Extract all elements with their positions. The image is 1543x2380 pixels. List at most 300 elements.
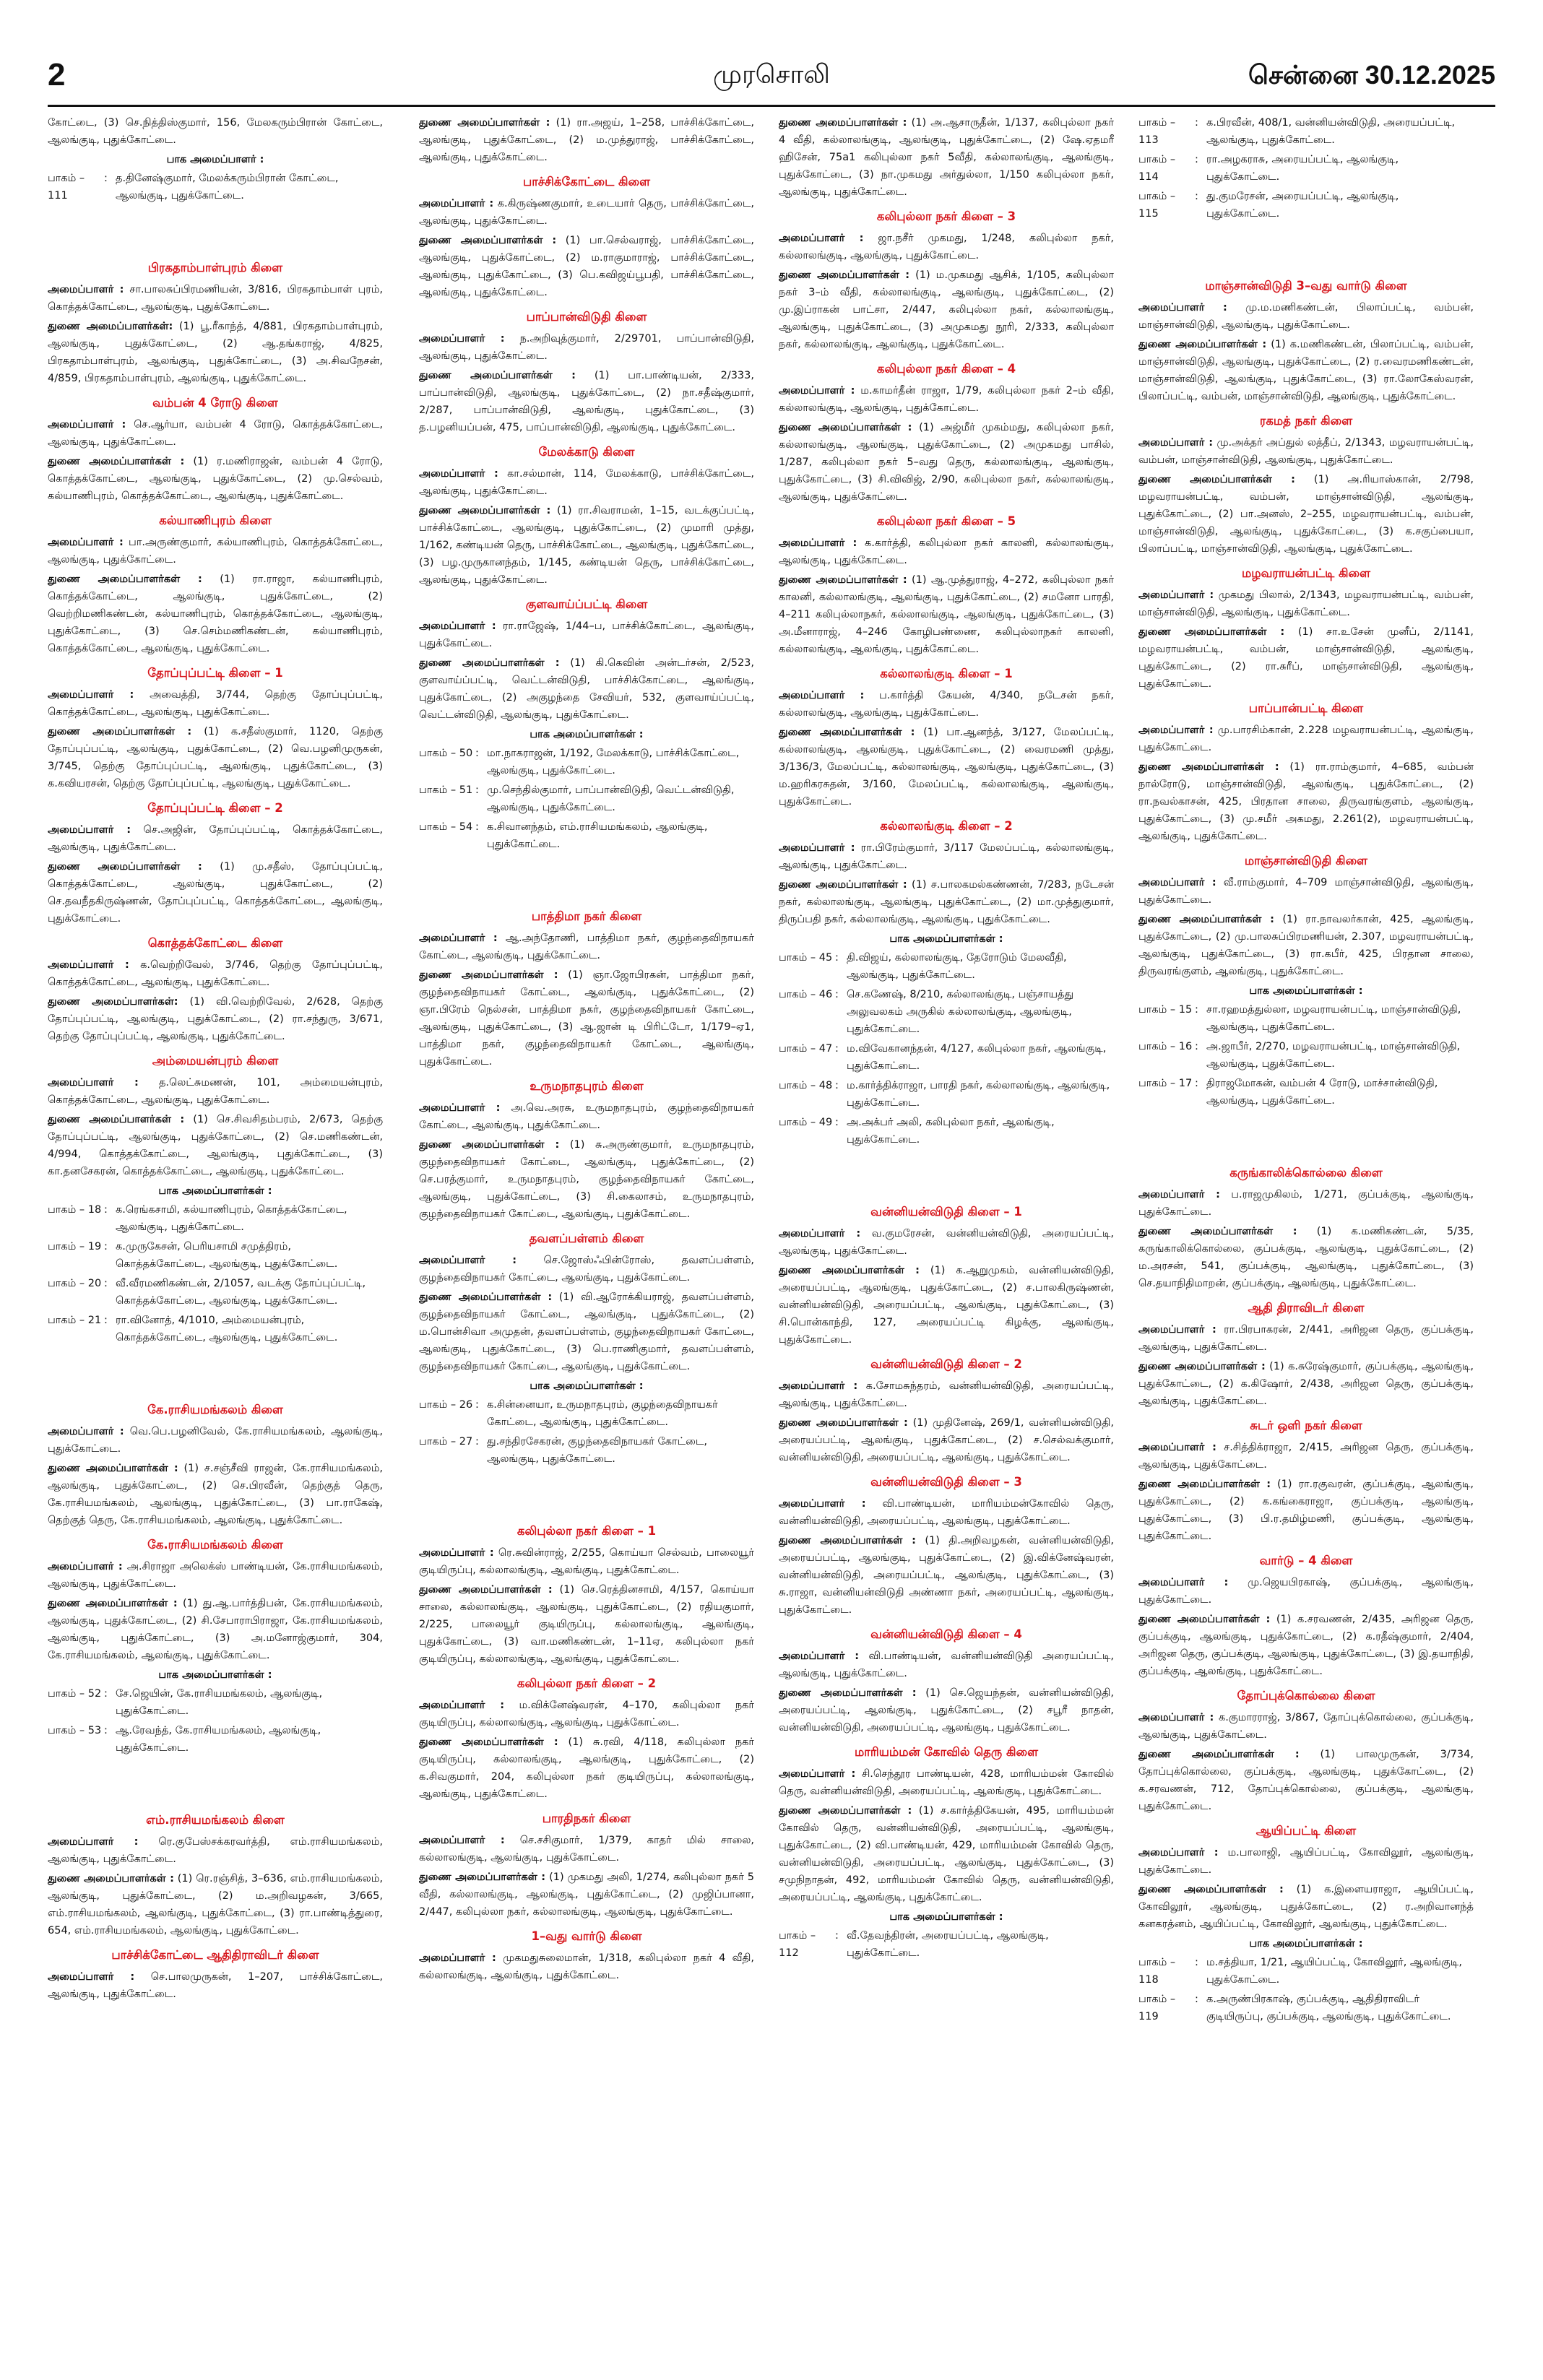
role-label: அமைப்பாளர் : bbox=[779, 537, 857, 549]
booth-row bbox=[48, 1238, 383, 1273]
member-details: (1) ம.முகமது ஆசிக், 1/105, கலிபுல்லா நகர் 3–ம் வீதி, கல்லாலங்குடி, ஆலங்குடி, புதுக்கோட்டை, (2) மு.இப்ராகன் பாட்சா, 2/447, கலிபுல்லா நகர், கல்லாலங்குடி, ஆலங்குடி, புதுக்கோட்டை, (3) அமுகமது நூரி, 2/333, கலிபுல்லா நகர், கல்லாலங்குடி, ஆலங்குடி, புதுக்கோட்டை. bbox=[779, 269, 1114, 350]
branch-block bbox=[779, 511, 1114, 658]
booth-details: தி.விஜய், கல்லாலங்குடி, தேரோடும் மேலவீதி, ஆலங்குடி, புதுக்கோட்டை. bbox=[847, 952, 1067, 981]
booth-separator: : bbox=[835, 1930, 839, 1942]
role-label: துணை அமைப்பாளர்கள் : bbox=[779, 1535, 916, 1546]
member-entry bbox=[419, 618, 754, 652]
role-label: துணை அமைப்பாளர்கள் : bbox=[1138, 474, 1295, 485]
member-entry bbox=[779, 1377, 1114, 1412]
member-entry bbox=[48, 821, 383, 856]
member-entry bbox=[419, 330, 754, 365]
role-label: துணை அமைப்பாளர்கள் : bbox=[779, 879, 907, 891]
booth-separator: : bbox=[104, 1278, 108, 1289]
member-entry bbox=[48, 281, 383, 316]
member-details: முகமது பிலால், 2/1343, மழவராயன்பட்டி, வம்பன், மாஞ்சான்விடுதி, ஆலங்குடி, புதுக்கோட்டை. bbox=[1138, 589, 1474, 618]
member-details: (1) ரா.சிவராமன், 1–15, வடக்குப்பட்டி, பாச்சிக்கோட்டை, ஆலங்குடி, புதுக்கோட்டை, (2) முமாரி முத்து, 1/162, கண்டியன் தெரு, பாச்சிக்கோட்டை, ஆலங்குடி, புதுக்கோட்டை, (3) பழ.முருகானந்தம், 1/145, கண்டியன் தெரு, பாச்சிக்கோட்டை, ஆலங்குடி, புதுக்கோட்டை. bbox=[419, 505, 754, 586]
member-details: (1) க.மணிகண்டன், 5/35, கருங்காலிக்கொல்லை, குப்பக்குடி, ஆலங்குடி, புதுக்கோட்டை, (2) ம.அரசன், 541, குப்பக்குடி, ஆலங்குடி, புதுக்கோட்டை, (3) செ.தயாநிதிமாறன், குப்பக்குடி, ஆலங்குடி, புதுக்கோட்டை. bbox=[1138, 1226, 1474, 1289]
member-details: சா.பாலசுப்பிரமணியன், 3/816, பிரகதாம்பாள் புரம், கொத்தக்கோட்டை, ஆலங்குடி, புதுக்கோட்டை. bbox=[48, 284, 383, 313]
booth-row bbox=[48, 1722, 383, 1757]
role-label: அமைப்பாளர் : bbox=[48, 959, 129, 971]
member-details: க.குமாரராஜ், 3/867, தோப்புக்கொல்லை, குப்பக்குடி, ஆலங்குடி, புதுக்கோட்டை. bbox=[1138, 1712, 1474, 1741]
member-entry bbox=[1138, 911, 1474, 980]
branch-title: கலிபுல்லா நகர் கிளை – 4 bbox=[876, 362, 1016, 376]
member-details: (1) முகமது அலி, 1/274, கலிபுல்லா நகர் 5 வீதி, கல்லாலங்குடி, ஆலங்குடி, புதுக்கோட்டை, (2) முஜிப்பானா, 2/447, கலிபுல்லா நகர், கல்லாலங்குடி, ஆலங்குடி, புதுக்கோட்டை. bbox=[419, 1871, 754, 1918]
branch-title: அம்மையன்புரம் கிளை bbox=[152, 1054, 279, 1068]
member-details: வி.பாண்டியன், மாரியம்மன்கோவில் தெரு, வன்னியன்விடுதி, அரையப்பட்டி, ஆலங்குடி, புதுக்கோட்டை. bbox=[779, 1498, 1114, 1527]
text-column-3 bbox=[779, 114, 1114, 2339]
role-label: துணை அமைப்பாளர்கள்: bbox=[48, 321, 173, 332]
member-entry bbox=[419, 195, 754, 230]
role-label: துணை அமைப்பாளர்கள் : bbox=[419, 1736, 558, 1748]
role-label: துணை அமைப்பாளர்கள் : bbox=[1138, 339, 1267, 350]
member-details: (1) பா.ஆனந்த், 3/127, மேலப்பட்டி, கல்லாலங்குடி, ஆலங்குடி, புதுக்கோட்டை, (2) வைரமணி முத்து, 3/136/3, மேலப்பட்டி, கல்லாலங்குடி, ஆலங்குடி, புதுக்கோட்டை, (3) ம.ஹரிகரசுதன், 3/160, மேலப்பட்டி, கல்லாலங்குடி, ஆலங்குடி, புதுக்கோட்டை. bbox=[779, 727, 1114, 808]
member-entry bbox=[1138, 1574, 1474, 1609]
branch-block bbox=[48, 511, 383, 657]
booth-details: ம.விவேகானந்தன், 4/127, கலிபுல்லா நகர், ஆலங்குடி, புதுக்கோட்டை. bbox=[847, 1043, 1107, 1072]
member-entry bbox=[48, 416, 383, 451]
branch-title: மாரியம்மன் கோவில் தெரு கிளை bbox=[855, 1745, 1038, 1759]
booth-separator: : bbox=[104, 1204, 108, 1216]
branch-block bbox=[48, 1400, 383, 1529]
role-label: துணை அமைப்பாளர்கள் : bbox=[779, 422, 912, 433]
branch-block bbox=[48, 114, 383, 204]
booth-row bbox=[48, 1685, 383, 1720]
booth-number: பாகம் – 50 bbox=[419, 748, 473, 759]
booth-separator: : bbox=[1195, 1957, 1198, 1968]
role-label: துணை அமைப்பாளர்கள் : bbox=[419, 370, 576, 381]
member-entry bbox=[419, 654, 754, 724]
role-label: துணை அமைப்பாளர்கள் : bbox=[1138, 626, 1285, 638]
member-details: ந.அறிவுத்குமார், 2/29701, பாப்பான்விடுதி, ஆலங்குடி, புதுக்கோட்டை. bbox=[419, 333, 754, 362]
booth-details: ம.கார்த்திக்ராஜா, பாரதி நகர், கல்லாலங்குடி, ஆலங்குடி, புதுக்கோட்டை. bbox=[847, 1080, 1110, 1109]
booth-separator: : bbox=[835, 1080, 839, 1091]
member-details: (1) கி.கெவின் அன்டர்சன், 2/523, குளவாய்ப்பட்டி, வெட்டன்விடுதி, பாச்சிக்கோட்டை, ஆலங்குடி, புதுக்கோட்டை, (2) அகுழந்தை சேவியர், 532, குளவாய்ப்பட்டி, வெட்டன்விடுதி, ஆலங்குடி, புதுக்கோட்டை. bbox=[419, 657, 754, 721]
member-entry bbox=[1138, 336, 1474, 405]
branch-block bbox=[48, 258, 383, 387]
member-entry bbox=[1138, 623, 1474, 693]
member-entry bbox=[48, 1111, 383, 1180]
branch-title: வன்னியன்விடுதி கிளை – 3 bbox=[870, 1475, 1022, 1489]
member-details: பா.அருண்குமார், கல்யாணிபுரம், கொத்தக்கோட்டை, ஆலங்குடி, புதுக்கோட்டை. bbox=[48, 537, 383, 566]
member-entry bbox=[779, 1414, 1114, 1466]
booth-separator: : bbox=[104, 1688, 108, 1700]
member-details: (1) அ.ரியாஸ்கான், 2/798, மழவராயன்பட்டி, வம்பன், மாஞ்சான்விடுதி, ஆலங்குடி, புதுக்கோட்டை, (2) பா.அனஸ், 2–255, மழவராயன்பட்டி, வம்பன், மாஞ்சான்விடுதி, ஆலங்குடி, புதுக்கோட்டை, (3) க.சகுப்பையா, பிலாப்பட்டி, மாஞ்சான்விடுதி, ஆலங்குடி, புதுக்கோட்டை. bbox=[1138, 474, 1474, 555]
booth-separator: : bbox=[1195, 117, 1198, 129]
branch-title: மழவராயன்பட்டி கிளை bbox=[1242, 566, 1370, 580]
branch-title: மாஞ்சான்விடுதி கிளை bbox=[1244, 854, 1368, 867]
member-details: அ.சிராஜா அலெக்ஸ் பாண்டியன், கே.ராசியமங்கலம், ஆலங்குடி, புதுக்கோட்டை. bbox=[48, 1561, 383, 1590]
member-details: அ.வெ.அரசு, உருமநாதபுரம், குழந்தைவிநாயகர் கோட்டை, ஆலங்குடி, புதுக்கோட்டை. bbox=[419, 1102, 754, 1131]
branch-title: கே.ராசியமங்கலம் கிளை bbox=[147, 1403, 283, 1416]
role-label: துணை அமைப்பாளர்கள் : bbox=[779, 269, 910, 281]
member-entry bbox=[1138, 1358, 1474, 1410]
role-label: துணை அமைப்பாளர்கள் : bbox=[779, 1417, 908, 1429]
booth-details: க.முருகேசன், பெரியசாமி சமுத்திரம், கொத்தக்கோட்டை, ஆலங்குடி, புதுக்கோட்டை. bbox=[116, 1241, 338, 1270]
booth-details: க.ரெங்கசாமி, கல்யாணிபுரம், கொத்தக்கோட்டை, ஆலங்குடி, புதுக்கோட்டை. bbox=[116, 1204, 347, 1233]
member-entry bbox=[1138, 758, 1474, 845]
member-entry bbox=[1138, 1881, 1474, 1933]
branch-block bbox=[1138, 1551, 1474, 1680]
branch-block bbox=[419, 1926, 754, 1984]
member-details: ம.காமர்தீன் ராஜா, 1/79, கலிபுல்லா நகர் 2–ம் வீதி, கல்லாலங்குடி, ஆலங்குடி, புதுக்கோட்டை. bbox=[779, 385, 1114, 414]
member-details: (1) ரா.அஜய், 1–258, பாச்சிக்கோட்டை, ஆலங்குடி, புதுக்கோட்டை, (2) ம.முத்துராஜ், பாச்சிக்கோட்டை, ஆலங்குடி, புதுக்கோட்டை. bbox=[419, 117, 754, 163]
member-entry bbox=[48, 1595, 383, 1664]
member-details: ம.விக்னேஷ்வரன், 4–170, கலிபுல்லா நகர் குடியிருப்பு, கல்லாலங்குடி, ஆலங்குடி, புதுக்கோட்டை. bbox=[419, 1700, 754, 1728]
role-label: துணை அமைப்பாளர்கள் : bbox=[48, 861, 202, 873]
member-details: (1) ரா.ராம்குமார், 4–685, வம்பன் நால்ரோடு, மாஞ்சான்விடுதி, ஆலங்குடி, புதுக்கோட்டை, (2) ரா.நவல்காசன், 425, பிரதான சாலை, திருவரங்குளம், ஆலங்குடி, புதுக்கோட்டை, (3) மு.சமீர் அகமது, 2.261(2), மழவராயன்பட்டி, ஆலங்குடி, புதுக்கோட்டை. bbox=[1138, 761, 1474, 842]
member-entry bbox=[1138, 1321, 1474, 1356]
role-label: அமைப்பாளர் : bbox=[419, 1255, 517, 1266]
booth-details: க.பிரவீன், 408/1, வன்னியன்விடுதி, அரையப்பட்டி, ஆலங்குடி, புதுக்கோட்டை. bbox=[1206, 117, 1456, 146]
member-details: மு.அக்தர் அப்துல் லத்தீப், 2/1343, மழவராயன்பட்டி, வம்பன், மாஞ்சான்விடுதி, ஆலங்குடி, புதுக்கோட்டை. bbox=[1138, 437, 1474, 466]
member-entry bbox=[779, 1225, 1114, 1260]
member-entry bbox=[419, 1869, 754, 1921]
branch-block bbox=[419, 1521, 754, 1668]
booth-row bbox=[1138, 1075, 1474, 1109]
branch-title: பாப்பான்பட்டி கிளை bbox=[1248, 701, 1364, 715]
member-details: (1) அஜ்மீர் முகம்மது, கலிபுல்லா நகர், கல்லாலங்குடி, ஆலங்குடி, புதுக்கோட்டை, (2) அமுகமது பாசில், 1/287, கலிபுல்லா நகர் 5–வது தெரு, கல்லாலங்குடி, ஆலங்குடி, புதுக்கோட்டை, (3) சி.விவிஜ், 2/90, கலிபுல்லா நகர், கல்லாலங்குடி, ஆலங்குடி, புதுக்கோட்டை. bbox=[779, 422, 1114, 503]
branch-title: வன்னியன்விடுதி கிளை – 4 bbox=[870, 1627, 1022, 1641]
role-label: துணை அமைப்பாளர்கள் : bbox=[1138, 914, 1274, 925]
member-entry bbox=[779, 419, 1114, 506]
role-label: துணை அமைப்பாளர்கள் : bbox=[779, 1265, 920, 1276]
text-column-4 bbox=[1138, 114, 1474, 2339]
branch-block bbox=[419, 594, 754, 853]
member-entry bbox=[48, 993, 383, 1045]
section-subheading: பாக அமைப்பாளர்கள் : bbox=[1249, 1938, 1363, 1950]
booth-details: ரா.அழகராசு, அரையப்பட்டி, ஆலங்குடி, புதுக்கோட்டை. bbox=[1206, 154, 1399, 183]
booth-separator: : bbox=[104, 173, 108, 184]
booth-separator: : bbox=[104, 1725, 108, 1736]
booth-number: பாகம் – 119 bbox=[1138, 1994, 1176, 2022]
member-entry bbox=[48, 453, 383, 505]
branch-title: வம்பன் 4 ரோடு கிளை bbox=[152, 396, 278, 410]
branch-title: கலிபுல்லா நகர் கிளை – 5 bbox=[876, 514, 1016, 528]
member-details: த.லெட்சுமணன், 101, அம்மையன்புரம், கொத்தக்கோட்டை, ஆலங்குடி, புதுக்கோட்டை. bbox=[48, 1077, 383, 1106]
member-entry bbox=[48, 1460, 383, 1529]
booth-number: பாகம் – 16 bbox=[1138, 1041, 1193, 1052]
booth-number: பாகம் – 52 bbox=[48, 1688, 102, 1700]
branch-block bbox=[779, 1624, 1114, 1736]
role-label: துணை அமைப்பாளர்கள் : bbox=[1138, 1614, 1271, 1625]
role-label: துணை அமைப்பாளர்கள் : bbox=[779, 727, 915, 738]
branch-block bbox=[419, 172, 754, 301]
branch-title: குளவாய்ப்பட்டி கிளை bbox=[525, 597, 648, 611]
member-entry bbox=[779, 114, 1114, 201]
member-entry bbox=[48, 1558, 383, 1593]
member-details: (1) செ.ரெத்தினசாமி, 4/157, கொய்யா சாலை, கல்லாலங்குடி, ஆலங்குடி, புதுக்கோட்டை, (2) ரதியகுமார், 2/225, பாலையூர் குடியிருப்பு, கல்லாலங்குடி, ஆலங்குடி, புதுக்கோட்டை, (3) வா.மணிகண்டன், 1–11ஏ, கலிபுல்லா நகர் குடியிருப்பு, கல்லாலங்குடி, ஆலங்குடி, புதுக்கோட்டை. bbox=[419, 1584, 754, 1665]
role-label: அமைப்பாளர் : bbox=[779, 1768, 856, 1780]
booth-separator: : bbox=[475, 821, 479, 833]
role-label: அமைப்பாளர் : bbox=[1138, 877, 1216, 888]
text-column-1 bbox=[48, 114, 383, 2339]
role-label: அமைப்பாளர் : bbox=[48, 1077, 139, 1089]
booth-row bbox=[1138, 188, 1474, 222]
member-entry bbox=[779, 839, 1114, 874]
branch-title: வன்னியன்விடுதி கிளை – 1 bbox=[870, 1205, 1022, 1219]
member-entry bbox=[419, 1099, 754, 1134]
member-details: (1) க.சதீஸ்குமார், 1120, தெற்கு தோப்புப்பட்டி, ஆலங்குடி, புதுக்கோட்டை, (2) வெ.பழனிமுருகன், 3/745, தெற்கு தோப்புப்பட்டி, ஆலங்குடி, புதுக்கோட்டை, (3) க.கவியரசன், தெற்கு தோப்புப்பட்டி, ஆலங்குடி, புதுக்கோட்டை. bbox=[48, 726, 383, 789]
section-subheading: பாக அமைப்பாளர்கள் : bbox=[530, 729, 644, 740]
booth-details: வீ.வீரமணிகண்டன், 2/1057, வடக்கு தோப்புப்பட்டி, கொத்தக்கோட்டை, ஆலங்குடி, புதுக்கோட்டை. bbox=[116, 1278, 366, 1307]
member-entry bbox=[1138, 722, 1474, 756]
booth-number: பாகம் – 26 bbox=[419, 1399, 473, 1411]
booth-row bbox=[48, 170, 383, 204]
role-label: அமைப்பாளர் : bbox=[48, 419, 126, 430]
page-footer bbox=[0, 2358, 1543, 2380]
role-label: துணை அமைப்பாளர்கள் : bbox=[48, 1114, 185, 1125]
member-details: ரா.பிரேம்குமார், 3/117 மேலப்பட்டி, கல்லாலங்குடி, ஆலங்குடி, புதுக்கோட்டை. bbox=[779, 842, 1114, 871]
branch-title: வார்டு – 4 கிளை bbox=[1259, 1554, 1353, 1567]
booth-details: ம.சத்தியா, 1/21, ஆயிப்பட்டி, கோவிலூர், ஆலங்குடி, புதுக்கோட்டை. bbox=[1206, 1957, 1462, 1986]
role-label: துணை அமைப்பாளர்கள் : bbox=[1138, 761, 1279, 773]
member-details: (1) அ.ஆசாருதீன், 1/137, கலிபுல்லா நகர் 4 வீதி, கல்லாலங்குடி, ஆலங்குடி, புதுக்கோட்டை, (2) ஷே.ஏதமரீ ஹிசேன், 75a1 கலிபுல்லா நகர் 5வீதி, கல்லாலங்குடி, ஆலங்குடி, புதுக்கோட்டை, (3) நா.முகமது அர்துல்லா, 1/150 கலிபுல்லா நகர், ஆலங்குடி, புதுக்கோட்டை. bbox=[779, 117, 1114, 198]
booth-number: பாகம் – 51 bbox=[419, 784, 473, 796]
member-entry bbox=[1138, 587, 1474, 621]
booth-row bbox=[419, 782, 754, 816]
branch-block bbox=[779, 816, 1114, 1148]
member-entry bbox=[779, 876, 1114, 928]
member-details: (1) ஆ.முத்துராஜ், 4–272, கலிபுல்லா நகர் காலனி, கல்லாலங்குடி, ஆலங்குடி, புதுக்கோட்டை, (2) சமனோ பாரதி, 4–211 கலிபுல்லாநகர், கல்லாலங்குடி, ஆலங்குடி, புதுக்கோட்டை, (3) அ.மீனாராஜ், 4–246 கோழிபண்ணை, கலிபுல்லாநகர் காலனி, கல்லாலங்குடி, ஆலங்குடி, புதுக்கோட்டை. bbox=[779, 574, 1114, 655]
booth-details: து.குமரேசன், அரையப்பட்டி, ஆலங்குடி, புதுக்கோட்டை. bbox=[1206, 191, 1399, 220]
booth-separator: : bbox=[835, 1043, 839, 1055]
branch-block bbox=[1138, 114, 1474, 222]
branch-block bbox=[779, 114, 1114, 201]
member-details: க.வெற்றிவேல், 3/746, தெற்கு தோப்புப்பட்டி, கொத்தக்கோட்டை, ஆலங்குடி, புதுக்கோட்டை. bbox=[48, 959, 383, 988]
member-details: செ.அஜின், தோப்புப்பட்டி, கொத்தக்கோட்டை, ஆலங்குடி, புதுக்கோட்டை. bbox=[48, 824, 383, 853]
booth-row bbox=[779, 1114, 1114, 1148]
booth-row bbox=[779, 1077, 1114, 1112]
member-details: (1) மு.சதீஸ், தோப்புப்பட்டி, கொத்தக்கோட்டை, ஆலங்குடி, புதுக்கோட்டை, (2) செ.தவநீதகிருஷ்ணன், தோப்புப்பட்டி, கொத்தக்கோட்டை, ஆலங்குடி, புதுக்கோட்டை. bbox=[48, 861, 383, 925]
booth-details: மு.செந்தில்குமார், பாப்பான்விடுதி, வெட்டன்விடுதி, ஆலங்குடி, புதுக்கோட்டை. bbox=[487, 784, 735, 813]
member-details: (1) செ.ஜெயந்தன், வன்னியன்விடுதி, அரையப்பட்டி, ஆலங்குடி, புதுக்கோட்டை, (2) சபூரீ நாதன், வன்னியன்விடுதி, அரையப்பட்டி, ஆலங்குடி, புதுக்கோட்டை. bbox=[779, 1687, 1114, 1734]
role-label: அமைப்பாளர் : bbox=[419, 620, 496, 632]
branch-title: தோப்புக்கொல்லை கிளை bbox=[1237, 1689, 1375, 1702]
branch-block bbox=[779, 1354, 1114, 1466]
member-details: (1) ரா.நாவலர்கான், 425, ஆலங்குடி, புதுக்கோட்டை, (2) மு.பாலசுப்பிரமணியன், 2.307, மழவராயன்பட்டி, ஆலங்குடி, புதுக்கோட்டை, (3) ரா.கபீர், 425, பிரதான சாலை, திருவரங்குளம், ஆலங்குடி, புதுக்கோட்டை. bbox=[1138, 914, 1474, 977]
member-entry bbox=[1138, 1611, 1474, 1680]
role-label: அமைப்பாளர் : bbox=[779, 842, 855, 854]
dateline: சென்னை 30.12.2025 bbox=[1248, 60, 1495, 90]
booth-number: பாகம் – 20 bbox=[48, 1278, 102, 1289]
branch-block bbox=[48, 1051, 383, 1346]
branch-title: கலிபுல்லா நகர் கிளை – 3 bbox=[876, 209, 1016, 223]
branch-title: கொத்தக்கோட்டை கிளை bbox=[147, 936, 283, 950]
booth-details: அ.ஜாபீர், 2/270, மழவராயன்பட்டி, மாஞ்சான்விடுதி, ஆலங்குடி, புதுக்கோட்டை. bbox=[1206, 1041, 1461, 1070]
booth-number: பாகம் – 27 bbox=[419, 1436, 473, 1448]
role-label: அமைப்பாளர் : bbox=[419, 1102, 501, 1114]
role-label: அமைப்பாளர் : bbox=[1138, 724, 1214, 736]
member-entry bbox=[419, 1136, 754, 1223]
member-details: (1) பாலமுருகன், 3/734, தோப்புக்கொல்லை, குப்பக்குடி, ஆலங்குடி, புதுக்கோட்டை, (2) க.சரவணன், 712, தோப்புக்கொல்லை, குப்பக்குடி, ஆலங்குடி, புதுக்கோட்டை. bbox=[1138, 1749, 1474, 1812]
role-label: துணை அமைப்பாளர்கள் : bbox=[419, 1871, 546, 1883]
booth-details: மா.நாகராஜன், 1/192, மேலக்காடு, பாச்சிக்கோட்டை, ஆலங்குடி, புதுக்கோட்டை. bbox=[487, 748, 740, 776]
booth-separator: : bbox=[475, 1399, 479, 1411]
branch-title: மேலக்காடு கிளை bbox=[538, 445, 635, 459]
member-details: ஜா.நசீர் முகமது, 1/248, கலிபுல்லா நகர், கல்லாலங்குடி, ஆலங்குடி, புதுக்கோட்டை. bbox=[779, 233, 1114, 261]
member-entry bbox=[1138, 1709, 1474, 1744]
member-entry bbox=[779, 1648, 1114, 1682]
role-label: துணை அமைப்பாளர்கள் : bbox=[419, 117, 550, 129]
booth-details: து.சந்திரசேகரன், குழந்தைவிநாயகர் கோட்டை, ஆலங்குடி, புதுக்கோட்டை. bbox=[487, 1436, 708, 1465]
branch-title: எம்.ராசியமங்கலம் கிளை bbox=[146, 1813, 285, 1827]
booth-details: க.அருண்பிரகாஷ், குப்பக்குடி, ஆதிதிராவிடர் குடியிருப்பு, குப்பக்குடி, ஆலங்குடி, புதுக்கோட்டை. bbox=[1206, 1994, 1451, 2022]
section-subheading: பாக அமைப்பாளர்கள் : bbox=[530, 1380, 644, 1392]
member-details: (1) பூ.ரீகாந்த், 4/881, பிரகதாம்பாள்புரம், ஆலங்குடி, புதுக்கோட்டை, (2) ஆ.தங்கராஜ், 4/825, பிரகதாம்பாள்புரம், ஆலங்குடி, புதுக்கோட்டை, (3) அ.சிவநேசன், 4/859, பிரகதாம்பாள்புரம், ஆலங்குடி, புதுக்கோட்டை. bbox=[48, 321, 383, 384]
member-entry bbox=[779, 1802, 1114, 1906]
member-entry bbox=[419, 502, 754, 589]
branch-block bbox=[1138, 1298, 1474, 1410]
member-entry bbox=[48, 1074, 383, 1109]
member-details: மு.பாரசிம்கான், 2.228 மழவராயன்பட்டி, ஆலங்குடி, புதுக்கோட்டை. bbox=[1138, 724, 1474, 753]
member-entry bbox=[779, 1262, 1114, 1349]
booth-details: க.சிவானந்தம், எம்.ராசியமங்கலம், ஆலங்குடி, புதுக்கோட்டை. bbox=[487, 821, 708, 850]
member-entry bbox=[779, 1532, 1114, 1619]
branch-block bbox=[419, 114, 754, 166]
masthead-rule bbox=[48, 105, 1495, 107]
member-details: (1) க.சரவணன், 2/435, அரிஜன தெரு, குப்பக்குடி, ஆலங்குடி, புதுக்கோட்டை, (2) க.ரதீஷ்குமார், 2/404, அரிஜன தெரு, குப்பக்குடி, ஆலங்குடி, புதுக்கோட்டை, (3) இ.தயாநிதி, குப்பக்குடி, ஆலங்குடி, புதுக்கோட்டை. bbox=[1138, 1614, 1474, 1677]
branch-block bbox=[419, 906, 754, 1070]
role-label: அமைப்பாளர் : bbox=[419, 468, 498, 480]
branch-title: கலிபுல்லா நகர் கிளை – 1 bbox=[517, 1524, 657, 1538]
member-details: ம.பாலாஜி, ஆயிப்பட்டி, கோவிலூர், ஆலங்குடி, புதுக்கோட்டை. bbox=[1138, 1847, 1474, 1876]
member-entry bbox=[1138, 1439, 1474, 1474]
branch-block bbox=[779, 664, 1114, 810]
booth-details: திராஜமோகன், வம்பன் 4 ரோடு, மாச்சான்விடுதி, ஆலங்குடி, புதுக்கோட்டை. bbox=[1206, 1078, 1438, 1107]
branch-block bbox=[1138, 563, 1474, 693]
role-label: துணை அமைப்பாளர்கள் : bbox=[419, 1584, 553, 1596]
member-entry bbox=[48, 1968, 383, 2003]
booth-separator: : bbox=[835, 1117, 839, 1128]
branch-title: கலிபுல்லா நகர் கிளை – 2 bbox=[517, 1676, 657, 1690]
member-entry bbox=[48, 858, 383, 927]
member-entry bbox=[419, 1697, 754, 1731]
branch-block bbox=[1138, 851, 1474, 1109]
member-details: அவைத்தி, 3/744, தெற்கு தோப்புப்பட்டி, கொத்தக்கோட்டை, ஆலங்குடி, புதுக்கோட்டை. bbox=[48, 689, 383, 718]
branch-title: பாச்சிக்கோட்டை ஆதிதிராவிடர் கிளை bbox=[111, 1948, 319, 1962]
booth-row bbox=[779, 949, 1114, 984]
member-entry bbox=[1138, 874, 1474, 909]
booth-number: பாகம் – 54 bbox=[419, 821, 473, 833]
branch-title: சுடர் ஒளி நகர் கிளை bbox=[1250, 1419, 1362, 1432]
role-label: துணை அமைப்பாளர்கள் : bbox=[419, 505, 551, 516]
member-details: ரெ.சுவின்ராஜ், 2/255, கொய்யா செல்வம், பாலையூர் குடியிருப்பு, கல்லாலங்குடி, ஆலங்குடி, புதுக்கோட்டை. bbox=[419, 1547, 754, 1576]
branch-block bbox=[1138, 1686, 1474, 1815]
branch-block bbox=[419, 1229, 754, 1468]
role-label: அமைப்பாளர் : bbox=[1138, 437, 1213, 449]
role-label: அமைப்பாளர் : bbox=[419, 333, 505, 345]
member-details: (1) பா.செல்வராஜ், பாச்சிக்கோட்டை, ஆலங்குடி, புதுக்கோட்டை, (2) ம.ராகுமாராஜ், பாச்சிக்கோட்டை, ஆலங்குடி, புதுக்கோட்டை, (3) பெ.கவிஜய்பூபதி, பாச்சிக்கோட்டை, ஆலங்குடி, புதுக்கோட்டை. bbox=[419, 235, 754, 298]
booth-row bbox=[48, 1275, 383, 1310]
role-label: துணை அமைப்பாளர்கள் : bbox=[48, 1873, 174, 1884]
member-details: (1) வி.ஆரோக்கியராஜ், தவளப்பள்ளம், குழந்தைவிநாயகர் கோட்டை, ஆலங்குடி, புதுக்கோட்டை, (2) ம.பொன்சிவா அமுதன், தவளப்பள்ளம், குழந்தைவிநாயகர் கோட்டை, ஆலங்குடி, புதுக்கோட்டை, (3) பெ.ராணிகுமார், தவளப்பள்ளம், குழந்தைவிநாயகர் கோட்டை, ஆலங்குடி, புதுக்கோட்டை. bbox=[419, 1291, 754, 1372]
role-label: அமைப்பாளர் : bbox=[1138, 1442, 1216, 1453]
role-label: அமைப்பாளர் : bbox=[419, 932, 498, 944]
branch-title: ரகமத் நகர் கிளை bbox=[1259, 414, 1353, 428]
booth-row bbox=[419, 818, 754, 853]
booth-number: பாகம் – 115 bbox=[1138, 191, 1176, 220]
member-entry bbox=[779, 571, 1114, 658]
member-entry bbox=[779, 382, 1114, 417]
role-label: அமைப்பாளர் : bbox=[1138, 1577, 1229, 1588]
member-entry bbox=[419, 1734, 754, 1803]
role-label: அமைப்பாளர் : bbox=[419, 198, 494, 209]
role-label: துணை அமைப்பாளர்கள் : bbox=[419, 1291, 553, 1303]
role-label: அமைப்பாளர் : bbox=[48, 1836, 139, 1848]
role-label: அமைப்பாளர் : bbox=[779, 1498, 866, 1510]
booth-number: பாகம் – 47 bbox=[779, 1043, 833, 1055]
branch-block bbox=[419, 1674, 754, 1803]
section-subheading: பாக அமைப்பாளர் : bbox=[166, 154, 264, 165]
member-details: (1) ஞா.ஜோபிரகன், பாத்திமா நகர், குழந்தைவிநாயகர் கோட்டை, ஆலங்குடி, புதுக்கோட்டை, (2) ஞா.பிரேம் நெல்சன், பாத்திமா நகர், குழந்தைவிநாயகர் கோட்டை, ஆலங்குடி, புதுக்கோட்டை, (3) ஆ.ஜான் டி பிரிட்டோ, 1/179–ஏ1, பாத்திமா நகர், குழந்தைவிநாயகர் கோட்டை, ஆலங்குடி, புதுக்கோட்டை. bbox=[419, 969, 754, 1068]
branch-block bbox=[1138, 1163, 1474, 1292]
member-details: செ.பாலமுருகன், 1–207, பாச்சிக்கோட்டை, ஆலங்குடி, புதுக்கோட்டை. bbox=[48, 1971, 383, 2000]
member-entry bbox=[779, 535, 1114, 569]
branch-block bbox=[779, 359, 1114, 506]
member-entry bbox=[1138, 434, 1474, 469]
booth-number: பாகம் – 114 bbox=[1138, 154, 1176, 183]
member-details: வீ.ராம்குமார், 4–709 மாஞ்சான்விடுதி, ஆலங்குடி, புதுக்கோட்டை. bbox=[1138, 877, 1474, 906]
branch-title: 1–வது வார்டு கிளை bbox=[531, 1929, 642, 1943]
booth-number: பாகம் – 111 bbox=[48, 173, 85, 202]
member-details: (1) சு.அருண்குமார், உருமநாதபுரம், குழந்தைவிநாயகர் கோட்டை, ஆலங்குடி, புதுக்கோட்டை, (2) செ.பரத்குமார், உருமநாதபுரம், குழந்தைவிநாயகர் கோட்டை, ஆலங்குடி, புதுக்கோட்டை, (3) சி.கைலாசம், உருமநாதபுரம், குழந்தைவிநாயகர் கோட்டை, ஆலங்குடி, புதுக்கோட்டை. bbox=[419, 1139, 754, 1220]
branch-block bbox=[1138, 698, 1474, 845]
member-entry bbox=[48, 1833, 383, 1868]
section-subheading: பாக அமைப்பாளர்கள் : bbox=[158, 1185, 272, 1197]
booth-separator: : bbox=[104, 1241, 108, 1252]
booth-number: பாகம் – 19 bbox=[48, 1241, 102, 1252]
member-entry bbox=[419, 465, 754, 500]
member-details: (1) சா.உசேன் முனீப், 2/1141, மழவராயன்பட்டி, வம்பன், மாஞ்சான்விடுதி, ஆலங்குடி, புதுக்கோட்டை, (2) ரா.சுரீப், மாஞ்சான்விடுதி, ஆலங்குடி, புதுக்கோட்டை. bbox=[1138, 626, 1474, 690]
booth-details: க.சின்னையா, உருமநாதபுரம், குழந்தைவிநாயகர் கோட்டை, ஆலங்குடி, புதுக்கோட்டை. bbox=[487, 1399, 718, 1428]
role-label: அமைப்பாளர் : bbox=[779, 385, 855, 397]
booth-separator: : bbox=[475, 784, 479, 796]
member-entry bbox=[779, 267, 1114, 353]
branch-title: பாத்திமா நகர் கிளை bbox=[531, 909, 642, 923]
role-label: துணை அமைப்பாளர்கள் : bbox=[48, 1463, 178, 1474]
branch-block bbox=[1138, 1416, 1474, 1545]
branch-block bbox=[48, 393, 383, 505]
member-details: (1) க.இளையராஜா, ஆயிப்பட்டி, கோவிலூர், ஆலங்குடி, புதுக்கோட்டை, (2) ர.அறிவானந்த் கனகரத்னம், ஆயிப்பட்டி, கோவிலூர், ஆலங்குடி, புதுக்கோட்டை. bbox=[1138, 1884, 1474, 1930]
role-label: துணை அமைப்பாளர்கள் : bbox=[419, 1139, 560, 1151]
role-label: துணை அமைப்பாளர்கள்: bbox=[48, 996, 178, 1008]
member-details: ரா.பிரபாகரன், 2/441, அரிஜன தெரு, குப்பக்குடி, ஆலங்குடி, புதுக்கோட்டை. bbox=[1138, 1324, 1474, 1353]
member-details: (1) க.சுரேஷ்குமார், குப்பக்குடி, ஆலங்குடி, புதுக்கோட்டை, (2) க.கிஷோர், 2/438, அரிஜன தெரு, குப்பக்குடி, ஆலங்குடி, புதுக்கோட்டை. bbox=[1138, 1361, 1474, 1407]
member-entry bbox=[1138, 1186, 1474, 1221]
branch-title: தோப்புப்பட்டி கிளை – 1 bbox=[147, 666, 283, 680]
booth-details: வீ.தேவந்திரன், அரையப்பட்டி, ஆலங்குடி, புதுக்கோட்டை. bbox=[847, 1930, 1049, 1959]
member-details: சி.செந்தூர பாண்டியன், 428, மாரியம்மன் கோவில் தெரு, வன்னியன்விடுதி, அரையப்பட்டி, ஆலங்குடி, புதுக்கோட்டை. bbox=[779, 1768, 1114, 1797]
role-label: அமைப்பாளர் : bbox=[1138, 1847, 1219, 1858]
booth-row bbox=[779, 1040, 1114, 1075]
branch-title: மாஞ்சான்விடுதி 3–வது வார்டு கிளை bbox=[1205, 279, 1407, 293]
booth-number: பாகம் – 48 bbox=[779, 1080, 833, 1091]
member-details: முகமதுசுலைமான், 1/318, கலிபுல்லா நகர் 4 வீதி, கல்லாலங்குடி, ஆலங்குடி, புதுக்கோட்டை. bbox=[419, 1952, 754, 1981]
role-label: அமைப்பாளர் : bbox=[419, 1952, 496, 1964]
role-label: துணை அமைப்பாளர்கள் : bbox=[1138, 1226, 1297, 1237]
role-label: துணை அமைப்பாளர்கள் : bbox=[48, 1598, 178, 1609]
masthead bbox=[48, 52, 1495, 107]
booth-number: பாகம் – 49 bbox=[779, 1117, 833, 1128]
role-label: துணை அமைப்பாளர்கள் : bbox=[1138, 1361, 1266, 1372]
branch-block bbox=[779, 1202, 1114, 1349]
branch-title: தவளப்பள்ளம் கிளை bbox=[529, 1232, 644, 1245]
booth-row bbox=[1138, 114, 1474, 149]
role-label: அமைப்பாளர் : bbox=[779, 233, 864, 244]
member-entry bbox=[1138, 1746, 1474, 1815]
booth-separator: : bbox=[1195, 1994, 1198, 2005]
role-label: அமைப்பாளர் : bbox=[48, 1971, 135, 1983]
